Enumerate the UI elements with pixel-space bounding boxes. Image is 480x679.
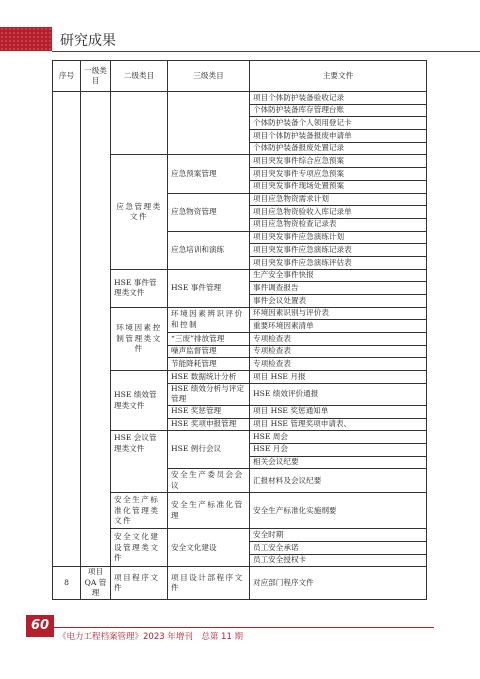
file-cell: 安全生产标准化实施纲要: [250, 493, 427, 529]
footer-divider: [54, 627, 434, 628]
file-cell: 环境因素识别与评价表: [250, 307, 427, 320]
header-color-band: [0, 27, 52, 51]
file-cell: 事件调查报告: [250, 282, 427, 295]
file-cell: 项目 HSE 奖惩通知单: [250, 405, 427, 418]
header-level3: 三级类目: [168, 61, 250, 92]
file-cell: HSE 周会: [250, 431, 427, 444]
header-level1: 一级类目: [81, 61, 111, 92]
level3-cell: [168, 92, 250, 155]
level3-cell: HSE 数据统计分析: [168, 371, 250, 384]
file-cell: 项目突发事件应急演练计划: [250, 231, 427, 244]
level3-cell: 安全生产标准化管理: [168, 493, 250, 529]
table-row: [53, 92, 427, 105]
level3-cell: 安全文化建设: [168, 529, 250, 567]
serial-cell: [53, 92, 81, 567]
level3-cell: HSE 绩效分析与评定管理: [168, 383, 250, 405]
file-cell: 项目 HSE 管理奖项申请表、: [250, 418, 427, 431]
file-cell: 专项检查表: [250, 333, 427, 346]
file-cell: 对应部门程序文件: [250, 567, 427, 600]
file-cell: HSE 月会: [250, 443, 427, 456]
header-main-files: 主要文件: [250, 61, 427, 92]
file-cell: 个体防护装备报废处置记录: [250, 142, 427, 155]
header-divider: [52, 51, 480, 52]
file-cell: 个体防护装备个人领用登记卡: [250, 117, 427, 130]
file-cell: HSE 绩效评价通报: [250, 383, 427, 405]
level2-cell: 安全文化建设管理类文件: [111, 529, 168, 567]
file-cell: 项目个体防护装备验收记录: [250, 92, 427, 105]
file-cell: 项目突发事件应急演练评估表: [250, 256, 427, 269]
level2-cell: 应急管理类文件: [111, 155, 168, 269]
level3-cell: HSE 事件管理: [168, 269, 250, 307]
level2-cell: HSE 事件管理类文件: [111, 269, 168, 307]
file-cell: 项目应急物资检查记录表: [250, 218, 427, 231]
file-cell: 项目 HSE 月报: [250, 371, 427, 384]
level2-cell: HSE 绩效管理类文件: [111, 371, 168, 431]
file-cell: 项目应急物资验收入库记录单: [250, 206, 427, 219]
archive-classification-table: [52, 60, 427, 600]
level3-cell: HSE 例行会议: [168, 431, 250, 469]
header-serial: 序号: [53, 61, 81, 92]
file-cell: 专项检查表: [250, 345, 427, 358]
level3-cell: HSE 奖项申报管理: [168, 418, 250, 431]
file-cell: 相关会议纪要: [250, 456, 427, 469]
journal-citation: 《电力工程档案管理》2023 年增刊 总第 11 期: [58, 632, 244, 642]
page-number-badge: 60: [26, 615, 54, 637]
file-cell: 员工安全授权卡: [250, 554, 427, 567]
level3-cell: 项目设计部程序文件: [168, 567, 250, 600]
level1-cell: 项目 QA 管理: [81, 567, 111, 600]
file-cell: 专项检查表: [250, 358, 427, 371]
file-cell: 项目突发事件应急演练记录表: [250, 244, 427, 257]
level2-cell: HSE 会议管理类文件: [111, 431, 168, 493]
level2-cell: 项目程序文件: [111, 567, 168, 600]
level2-cell: 安全生产标准化管理类文件: [111, 493, 168, 529]
level3-cell: 应急预案管理: [168, 155, 250, 193]
file-cell: 员工安全承诺: [250, 541, 427, 554]
level2-cell: [111, 92, 168, 155]
level1-cell: [81, 92, 111, 567]
serial-cell: 8: [53, 567, 81, 600]
level3-cell: “三废”排放管理: [168, 333, 250, 346]
level2-cell: 环境因素控制管理类文件: [111, 307, 168, 370]
file-cell: 事件会议处置表: [250, 295, 427, 308]
file-cell: 项目应急物资需求计划: [250, 193, 427, 206]
file-cell: 汇报材料及会议纪要: [250, 469, 427, 493]
file-cell: 重要环境因素清单: [250, 320, 427, 333]
file-cell: 项目个体防护装备报废申请单: [250, 130, 427, 143]
level3-cell: 安全生产委员会会议: [168, 469, 250, 493]
level3-cell: 应急培训和演练: [168, 231, 250, 269]
file-cell: 项目突发事件专项应急预案: [250, 168, 427, 181]
level3-cell: 节能降耗管理: [168, 358, 250, 371]
table-row: [53, 567, 427, 600]
level3-cell: 环境因素辨识评价和控制: [168, 307, 250, 332]
level3-cell: 应急物资管理: [168, 193, 250, 231]
header-level2: 二级类目: [111, 61, 168, 92]
table-header-row: [53, 61, 427, 92]
level3-cell: HSE 奖惩管理: [168, 405, 250, 418]
level3-cell: 噪声监督管理: [168, 345, 250, 358]
file-cell: 项目突发事件现场处置预案: [250, 180, 427, 193]
file-cell: 安全时期: [250, 529, 427, 542]
file-cell: 项目突发事件综合应急预案: [250, 155, 427, 168]
file-cell: 生产安全事件快报: [250, 269, 427, 282]
file-cell: 个体防护装备库存管理台账: [250, 104, 427, 117]
section-title: 研究成果: [60, 33, 116, 49]
